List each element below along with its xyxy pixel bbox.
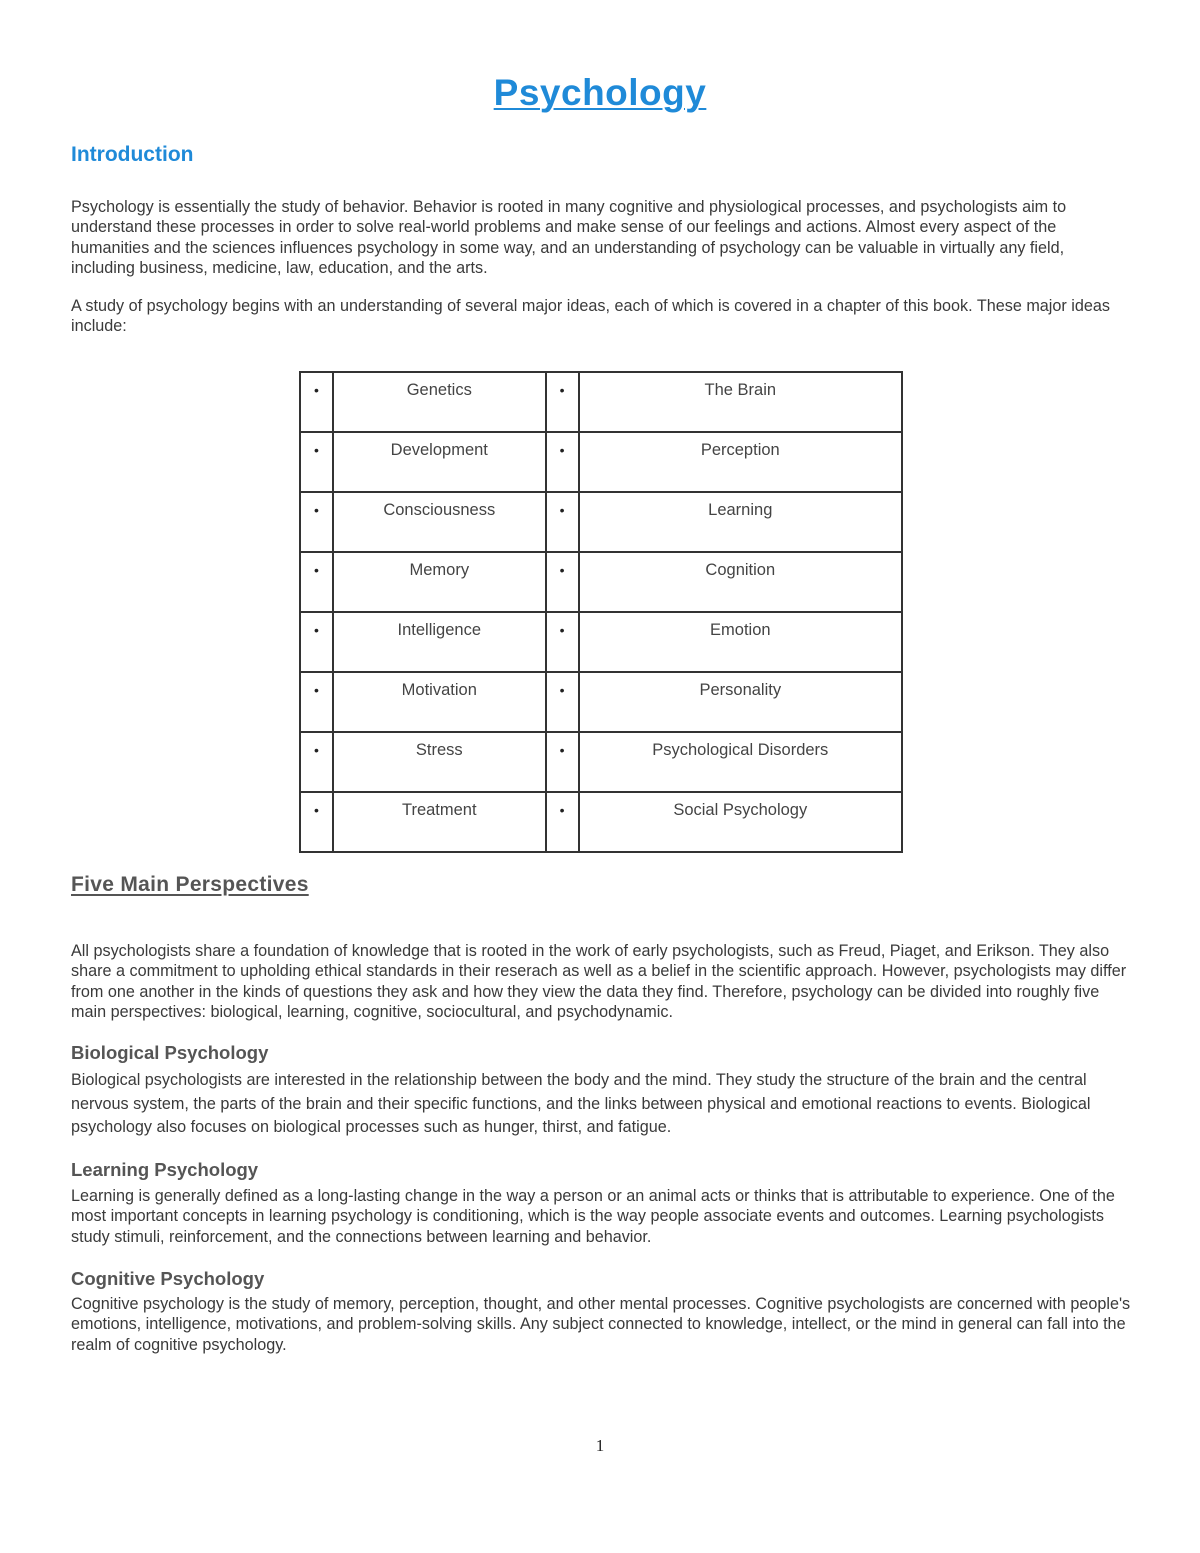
bullet-icon: • [300,612,333,672]
major-idea-item: Social Psychology [579,792,902,852]
perspectives-paragraph: All psychologists share a foundation of knowledge that is rooted in the work of early psychologists, such as Freud, Piaget, and Erikson. They also share a commitment to upholding ethical standards in their reserach as well as a belief in the scientific approach. However, psychologists may differ from one another in the kinds of questions they ask and how they view the data they find. Therefore, psychology can be divided into roughly five main perspectives: biological, learning, cognitive, sociocultural, and psychodynamic. [71,942,1127,1022]
bullet-icon: • [546,672,579,732]
biological-psychology-paragraph: Biological psychologists are interested in the relationship between the body and the mind. They study the structure of the brain and the central nervous system, the parts of the brain and their specific functions, and the links between physical and emotional reactions to events. Biological psychology also focuses on biological processes such as hunger, thirst, and fatigue. [71,1071,1091,1137]
major-idea-item: Consciousness [333,492,546,552]
bullet-icon: • [546,732,579,792]
intro-paragraph-1: Psychology is essentially the study of behavior. Behavior is rooted in many cognitive and physiological processes, and psychologists aim to understand these processes in order to solve real-world problems and make sense of our feelings and actions. Almost every aspect of the humanities and the sciences influences psychology in some way, and an understanding of psychology can be valuable in virtually any field, including business, medicine, law, education, and the arts. [71,198,1067,278]
major-idea-item: Treatment [333,792,546,852]
major-ideas-row [300,372,902,432]
bullet-icon: • [300,792,333,852]
biological-psychology-heading: Biological Psychology [71,1042,269,1063]
bullet-icon: • [300,552,333,612]
major-idea-item: Genetics [333,372,546,432]
major-idea-item: Cognition [579,552,902,612]
major-idea-item: Emotion [579,612,902,672]
major-idea-item: Stress [333,732,546,792]
bullet-icon: • [546,372,579,432]
major-ideas-table [299,371,903,853]
bullet-icon: • [300,492,333,552]
bullet-icon: • [300,732,333,792]
major-idea-item: The Brain [579,372,902,432]
learning-psychology-paragraph: Learning is generally defined as a long-lasting change in the way a person or an animal acts or thinks that is attributable to experience. One of the most important concepts in learning psychology is conditioning, which is the way people associate events and outcomes. Learning psychologists study stimuli, reinforcement, and the connections between learning and behavior. [71,1187,1115,1246]
major-ideas-row [300,672,902,732]
cognitive-psychology-paragraph: Cognitive psychology is the study of memory, perception, thought, and other mental processes. Cognitive psychologists are concerned with people's emotions, intelligence, motivations, and problem-solving skills. Any subject connected to knowledge, intellect, or the mind in general can fall into the realm of cognitive psychology. [71,1295,1131,1354]
major-ideas-row [300,792,902,852]
major-ideas-row [300,552,902,612]
bullet-icon: • [546,492,579,552]
bullet-icon: • [546,792,579,852]
major-idea-item: Psychological Disorders [579,732,902,792]
major-idea-item: Development [333,432,546,492]
bullet-icon: • [300,672,333,732]
five-perspectives-heading: Five Main Perspectives [71,873,309,896]
learning-psychology-heading: Learning Psychology [71,1159,259,1180]
introduction-heading: Introduction [71,143,194,166]
major-ideas-row [300,732,902,792]
bullet-icon: • [546,552,579,612]
intro-paragraph-2: A study of psychology begins with an understanding of several major ideas, each of which is covered in a chapter of this book. These major ideas include: [71,297,1110,336]
major-idea-item: Memory [333,552,546,612]
major-idea-item: Personality [579,672,902,732]
bullet-icon: • [546,432,579,492]
page-title: Psychology [493,72,707,113]
major-idea-item: Learning [579,492,902,552]
major-ideas-row [300,612,902,672]
major-idea-item: Intelligence [333,612,546,672]
major-idea-item: Perception [579,432,902,492]
major-ideas-row [300,432,902,492]
bullet-icon: • [300,372,333,432]
page-number: 1 [595,1436,605,1455]
major-ideas-row [300,492,902,552]
major-idea-item: Motivation [333,672,546,732]
bullet-icon: • [546,612,579,672]
bullet-icon: • [300,432,333,492]
cognitive-psychology-heading: Cognitive Psychology [71,1268,265,1289]
